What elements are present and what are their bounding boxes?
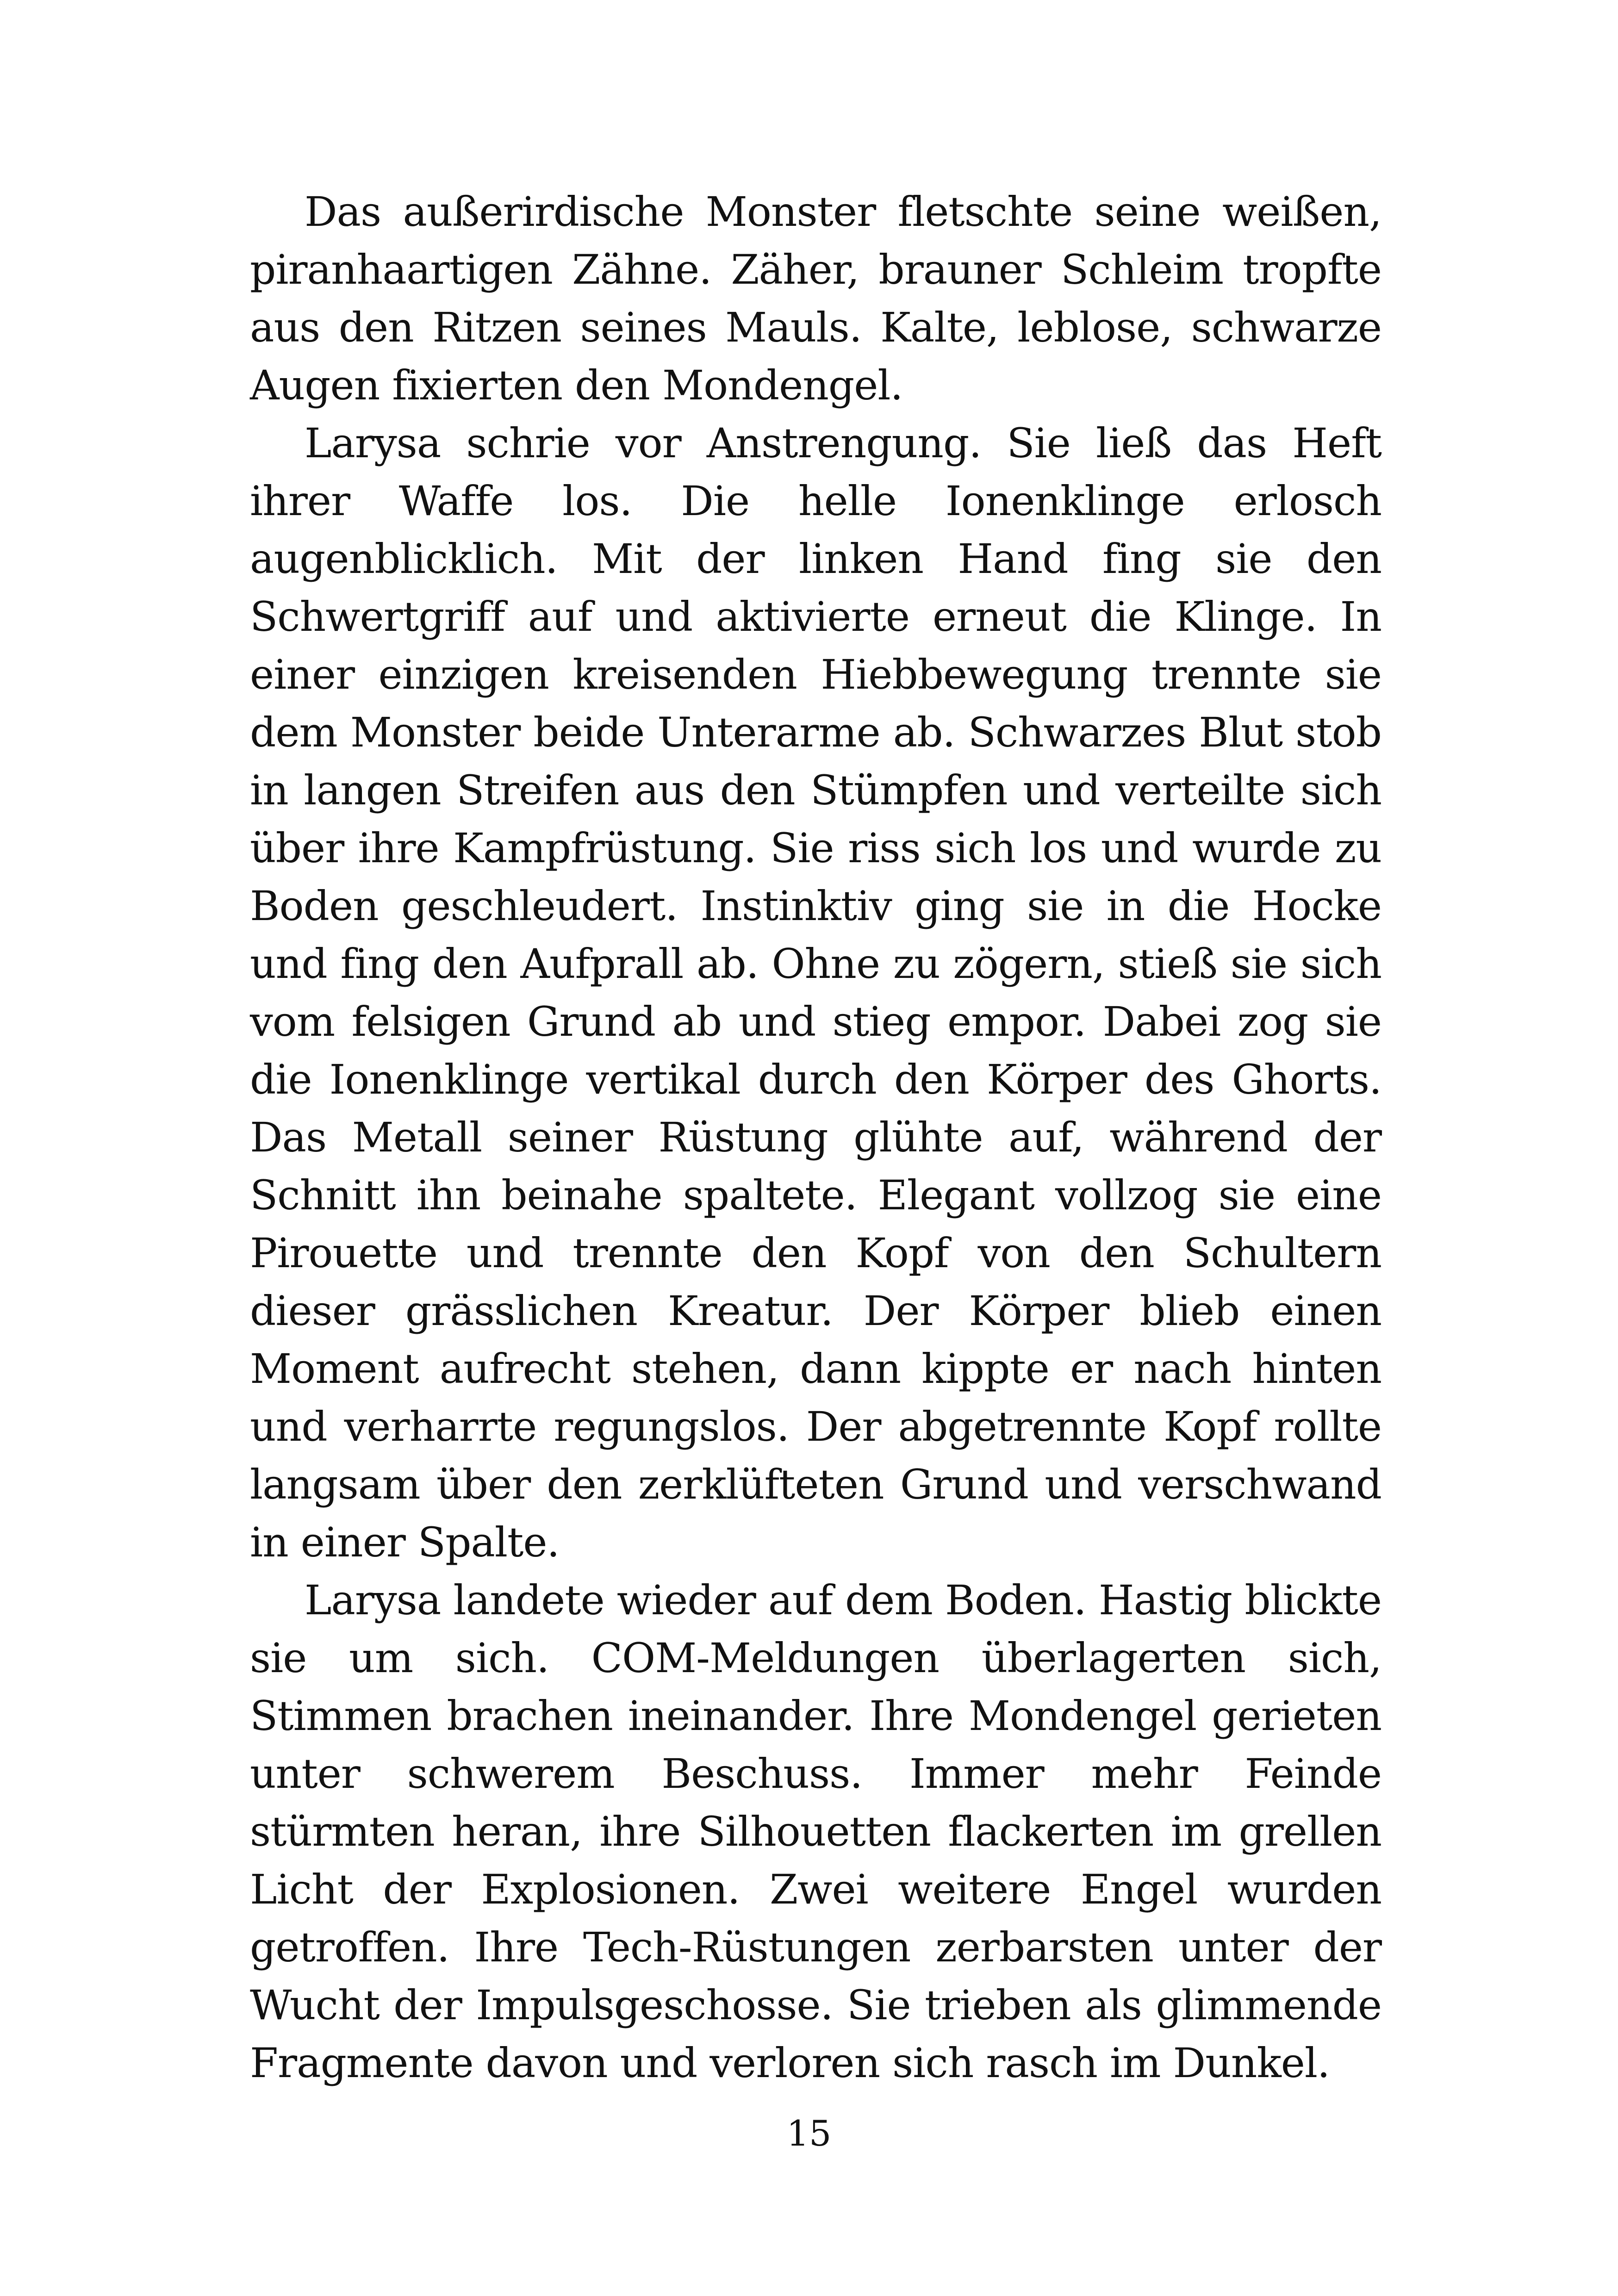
paragraph: Larysa landete wieder auf dem Boden. Hastig blickte sie um sich. COM-Meldungen überlagerten sich, Stimmen brachen ineinander. Ihre Mondengel gerieten unter schwerem Beschuss. Immer mehr Feinde stürmten heran, ihre Silhouetten flackerten im grellen Licht der Explosionen. Zwei weitere Engel wurden getroffen. Ihre Tech-Rüstungen zerbarsten unter der Wucht der Impulsgeschosse. Sie trieben als glimmende Fragmente davon und verloren sich rasch im Dunkel. [250, 1576, 1382, 2087]
body-text [250, 183, 1382, 2092]
paragraph: Das außerirdische Monster fletschte seine weißen, piranhaartigen Zähne. Zäher, brauner Schleim tropfte aus den Ritzen seines Mauls. Kalte, leblose, schwarze Augen fixierten den Mondengel. [250, 188, 1382, 409]
paragraph: Larysa schrie vor Anstrengung. Sie ließ das Heft ihrer Waffe los. Die helle Ionenklinge erlosch augenblicklich. Mit der linken Hand fing sie den Schwertgriff auf und aktivierte erneut die Klinge. In einer einzigen kreisenden Hiebbewegung trennte sie dem Monster beide Unterarme ab. Schwarzes Blut stob in langen Streifen aus den Stümpfen und verteilte sich über ihre Kampfrüstung. Sie riss sich los und wurde zu Boden geschleudert. Instinktiv ging sie in die Hocke und fing den Aufprall ab. Ohne zu zögern, stieß sie sich vom felsigen Grund ab und stieg empor. Dabei zog sie die Ionenklinge vertikal durch den Körper des Ghorts. Das Metall seiner Rüstung glühte auf, während der Schnitt ihn beinahe spaltete. Elegant vollzog sie eine Pirouette und trennte den Kopf von den Schultern dieser grässlichen Kreatur. Der Körper blieb einen Moment aufrecht stehen, dann kippte er nach hinten und verharrte regungslos. Der abgetrennte Kopf rollte langsam über den zerklüfteten Grund und verschwand in einer Spalte. [250, 419, 1382, 1566]
page-number: 15 [786, 2113, 832, 2154]
